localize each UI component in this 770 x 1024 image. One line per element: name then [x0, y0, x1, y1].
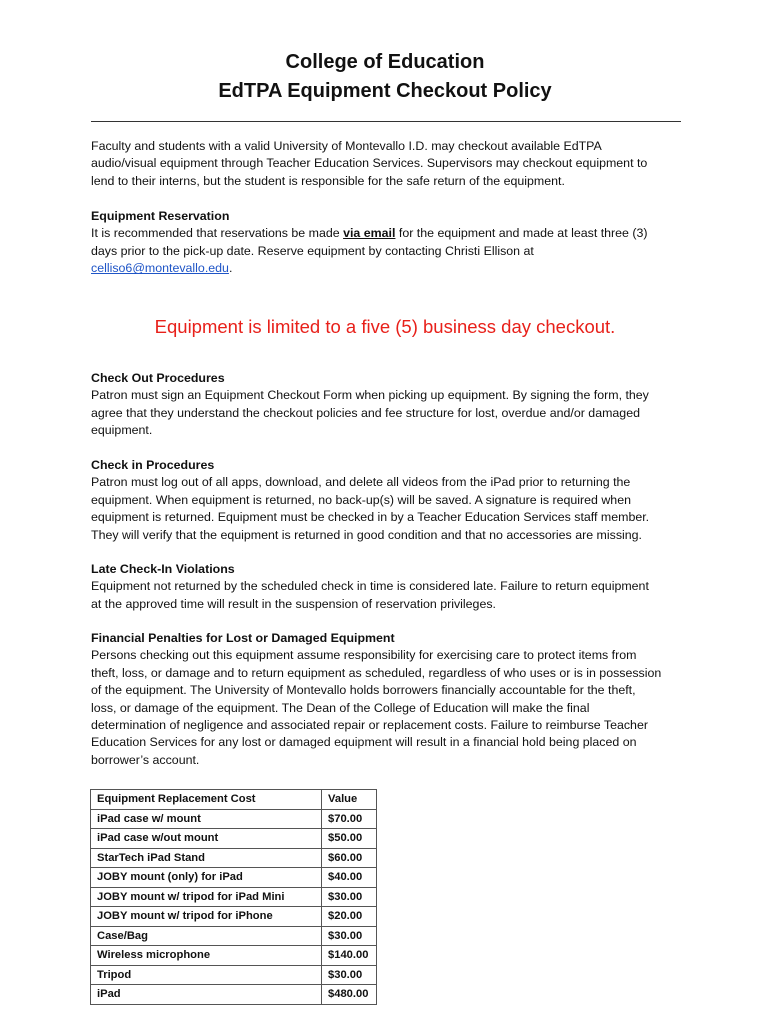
item-cell: Tripod — [91, 965, 322, 985]
penalties-line: theft, loss, or damage and to return equipment as scheduled, regardless of who uses or is in possession — [91, 665, 662, 680]
value-cell: $30.00 — [322, 926, 377, 946]
table-row — [91, 907, 377, 927]
late-section — [91, 561, 681, 613]
via-email-emphasis: via email — [343, 226, 396, 241]
item-cell: JOBY mount w/ tripod for iPhone — [91, 907, 322, 927]
intro-line: lend to their interns, but the student is responsible for the safe return of the equipment. — [91, 173, 565, 188]
value-cell: $140.00 — [322, 946, 377, 966]
checkout-line: agree that they understand the checkout policies and fee structure for lost, overdue and/or damaged — [91, 405, 640, 420]
item-cell: JOBY mount (only) for iPad — [91, 868, 322, 888]
penalties-heading: Financial Penalties for Lost or Damaged Equipment — [91, 631, 395, 645]
penalties-line: loss, or damage of the equipment. The Dean of the College of Education will make the final — [91, 700, 590, 715]
reservation-line: days prior to the pick-up date. Reserve equipment by contacting Christi Ellison at — [91, 243, 534, 258]
reservation-section — [91, 208, 681, 278]
item-cell: Wireless microphone — [91, 946, 322, 966]
checkout-line: equipment. — [91, 423, 153, 438]
value-cell: $480.00 — [322, 985, 377, 1005]
item-cell: Case/Bag — [91, 926, 322, 946]
penalties-line: Education Services for any lost or damaged equipment will result in a financial hold being placed on — [91, 735, 637, 750]
item-cell: iPad case w/ mount — [91, 809, 322, 829]
value-cell: $60.00 — [322, 848, 377, 868]
reservation-heading: Equipment Reservation — [91, 209, 230, 223]
checkin-line: equipment is returned. Equipment must be checked in by a Teacher Education Services staff member. — [91, 510, 650, 525]
table-row — [91, 868, 377, 888]
table-header-row — [91, 790, 377, 810]
table-row — [91, 829, 377, 849]
checkout-heading: Check Out Procedures — [91, 371, 225, 385]
checkin-line: Patron must log out of all apps, download, and delete all videos from the iPad prior to returning the — [91, 475, 631, 490]
value-cell: $40.00 — [322, 868, 377, 888]
late-line: at the approved time will result in the suspension of reservation privileges. — [91, 596, 496, 611]
reservation-text: for the equipment and made at least three (3) — [395, 226, 648, 241]
item-cell: JOBY mount w/ tripod for iPad Mini — [91, 887, 322, 907]
table-row — [91, 926, 377, 946]
item-cell: iPad — [91, 985, 322, 1005]
title-divider — [91, 121, 681, 122]
penalties-line: borrower’s account. — [91, 752, 200, 767]
checkin-line: They will verify that the equipment is returned in good condition and that no accessories are missing. — [91, 527, 642, 542]
value-cell: $30.00 — [322, 887, 377, 907]
email-link[interactable]: celliso6@montevallo.edu — [91, 261, 229, 276]
penalties-line: determination of negligence and associated repair or replacement costs. Failure to reimburse Teacher — [91, 718, 648, 733]
reservation-text: It is recommended that reservations be made — [91, 226, 344, 241]
item-cell: iPad case w/out mount — [91, 829, 322, 849]
table-row — [91, 887, 377, 907]
checkin-heading: Check in Procedures — [91, 458, 215, 472]
value-cell: $20.00 — [322, 907, 377, 927]
column-header-value: Value — [322, 790, 377, 810]
table-row — [91, 965, 377, 985]
checkout-section — [91, 370, 681, 440]
replacement-cost-table — [90, 789, 377, 1005]
checkin-section — [91, 457, 681, 544]
reservation-line — [91, 225, 681, 242]
table-row — [91, 809, 377, 829]
checkin-line: equipment. When equipment is returned, no back-up(s) will be saved. A signature is required when — [91, 492, 631, 507]
value-cell: $50.00 — [322, 829, 377, 849]
value-cell: $30.00 — [322, 965, 377, 985]
table-row — [91, 946, 377, 966]
checkout-limit-notice: Equipment is limited to a five (5) business day checkout. — [154, 316, 616, 337]
late-line: Equipment not returned by the scheduled check in time is considered late. Failure to return equipment — [91, 579, 649, 594]
penalties-line: Persons checking out this equipment assume responsibility for exercising care to protect items from — [91, 648, 637, 663]
intro-paragraph — [91, 138, 681, 190]
table-row — [91, 848, 377, 868]
column-header-item: Equipment Replacement Cost — [91, 790, 322, 810]
table-row — [91, 985, 377, 1005]
document-subtitle: EdTPA Equipment Checkout Policy — [218, 80, 552, 102]
penalties-line: of the equipment. The University of Montevallo holds borrowers financially accountable for the theft, — [91, 683, 636, 698]
penalties-section — [91, 630, 681, 769]
intro-line: audio/visual equipment through Teacher Education Services. Supervisors may checkout equipment to — [91, 156, 648, 171]
email-suffix: . — [228, 261, 233, 276]
item-cell: StarTech iPad Stand — [91, 848, 322, 868]
document-title: College of Education — [285, 51, 485, 73]
late-heading: Late Check-In Violations — [91, 562, 235, 576]
intro-line: Faculty and students with a valid University of Montevallo I.D. may checkout available EdTPA — [91, 139, 602, 153]
value-cell: $70.00 — [322, 809, 377, 829]
reservation-line — [91, 260, 681, 277]
checkout-line: Patron must sign an Equipment Checkout Form when picking up equipment. By signing the form, they — [91, 388, 649, 403]
